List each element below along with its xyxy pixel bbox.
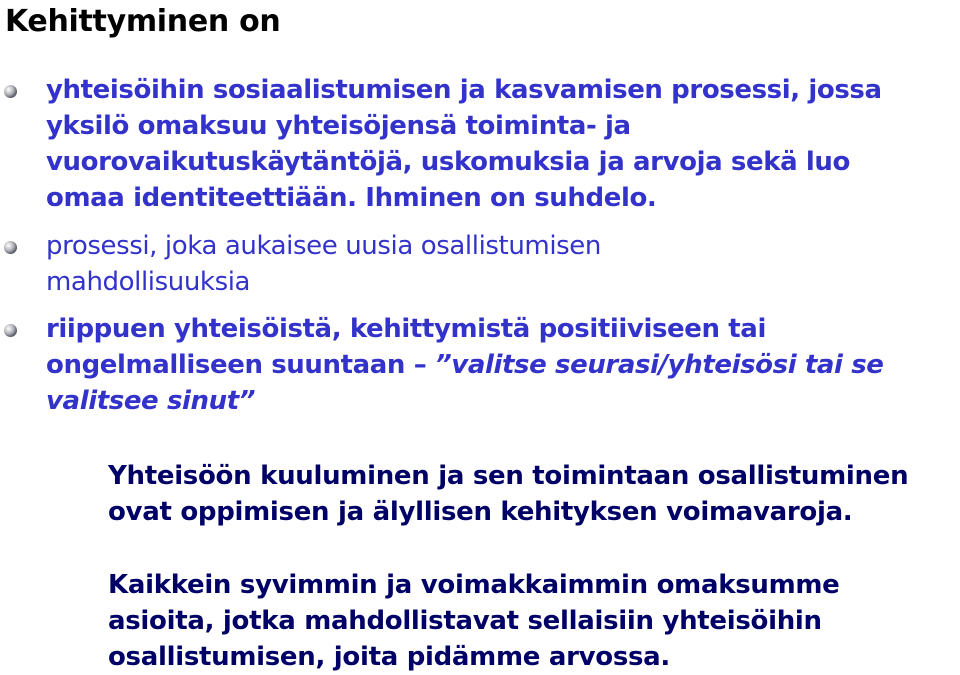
slide-title: Kehittyminen on	[5, 4, 281, 39]
bullet-text-start: riippuen yhteisöistä, kehittymistä positiiviseen tai ongelmalliseen suuntaan –	[46, 314, 766, 380]
bullet-sphere-icon	[3, 84, 18, 99]
bullet-text-quote: ”valitse seurasi/yhteisösi tai se valitsee sinut”	[46, 350, 884, 416]
bullet-sphere-icon	[3, 240, 18, 255]
bullet-text: yhteisöihin sosiaalistumisen ja kasvamisen prosessi, jossa yksilö omaksuu yhteisöjensä toiminta- ja vuorovaikutuskäytäntöjä, uskomuksia ja arvoja sekä luo omaa identiteettiään. Ihminen on suhdelo.	[46, 75, 882, 213]
bullet-text	[46, 311, 956, 419]
paragraph-1: Yhteisöön kuuluminen ja sen toimintaan osallistuminen ovat oppimisen ja älyllisen kehityksen voimavaroja.	[108, 461, 909, 527]
paragraph-2: Kaikkein syvimmin ja voimakkaimmin omaksumme asioita, jotka mahdollistavat sellaisiin yhteisöihin osallistumisen, joita pidämme arvossa.	[108, 570, 840, 672]
bullet-text: prosessi, joka aukaisee uusia osallistumisen mahdollisuuksia	[46, 231, 601, 297]
bullet-sphere-icon	[3, 323, 18, 338]
